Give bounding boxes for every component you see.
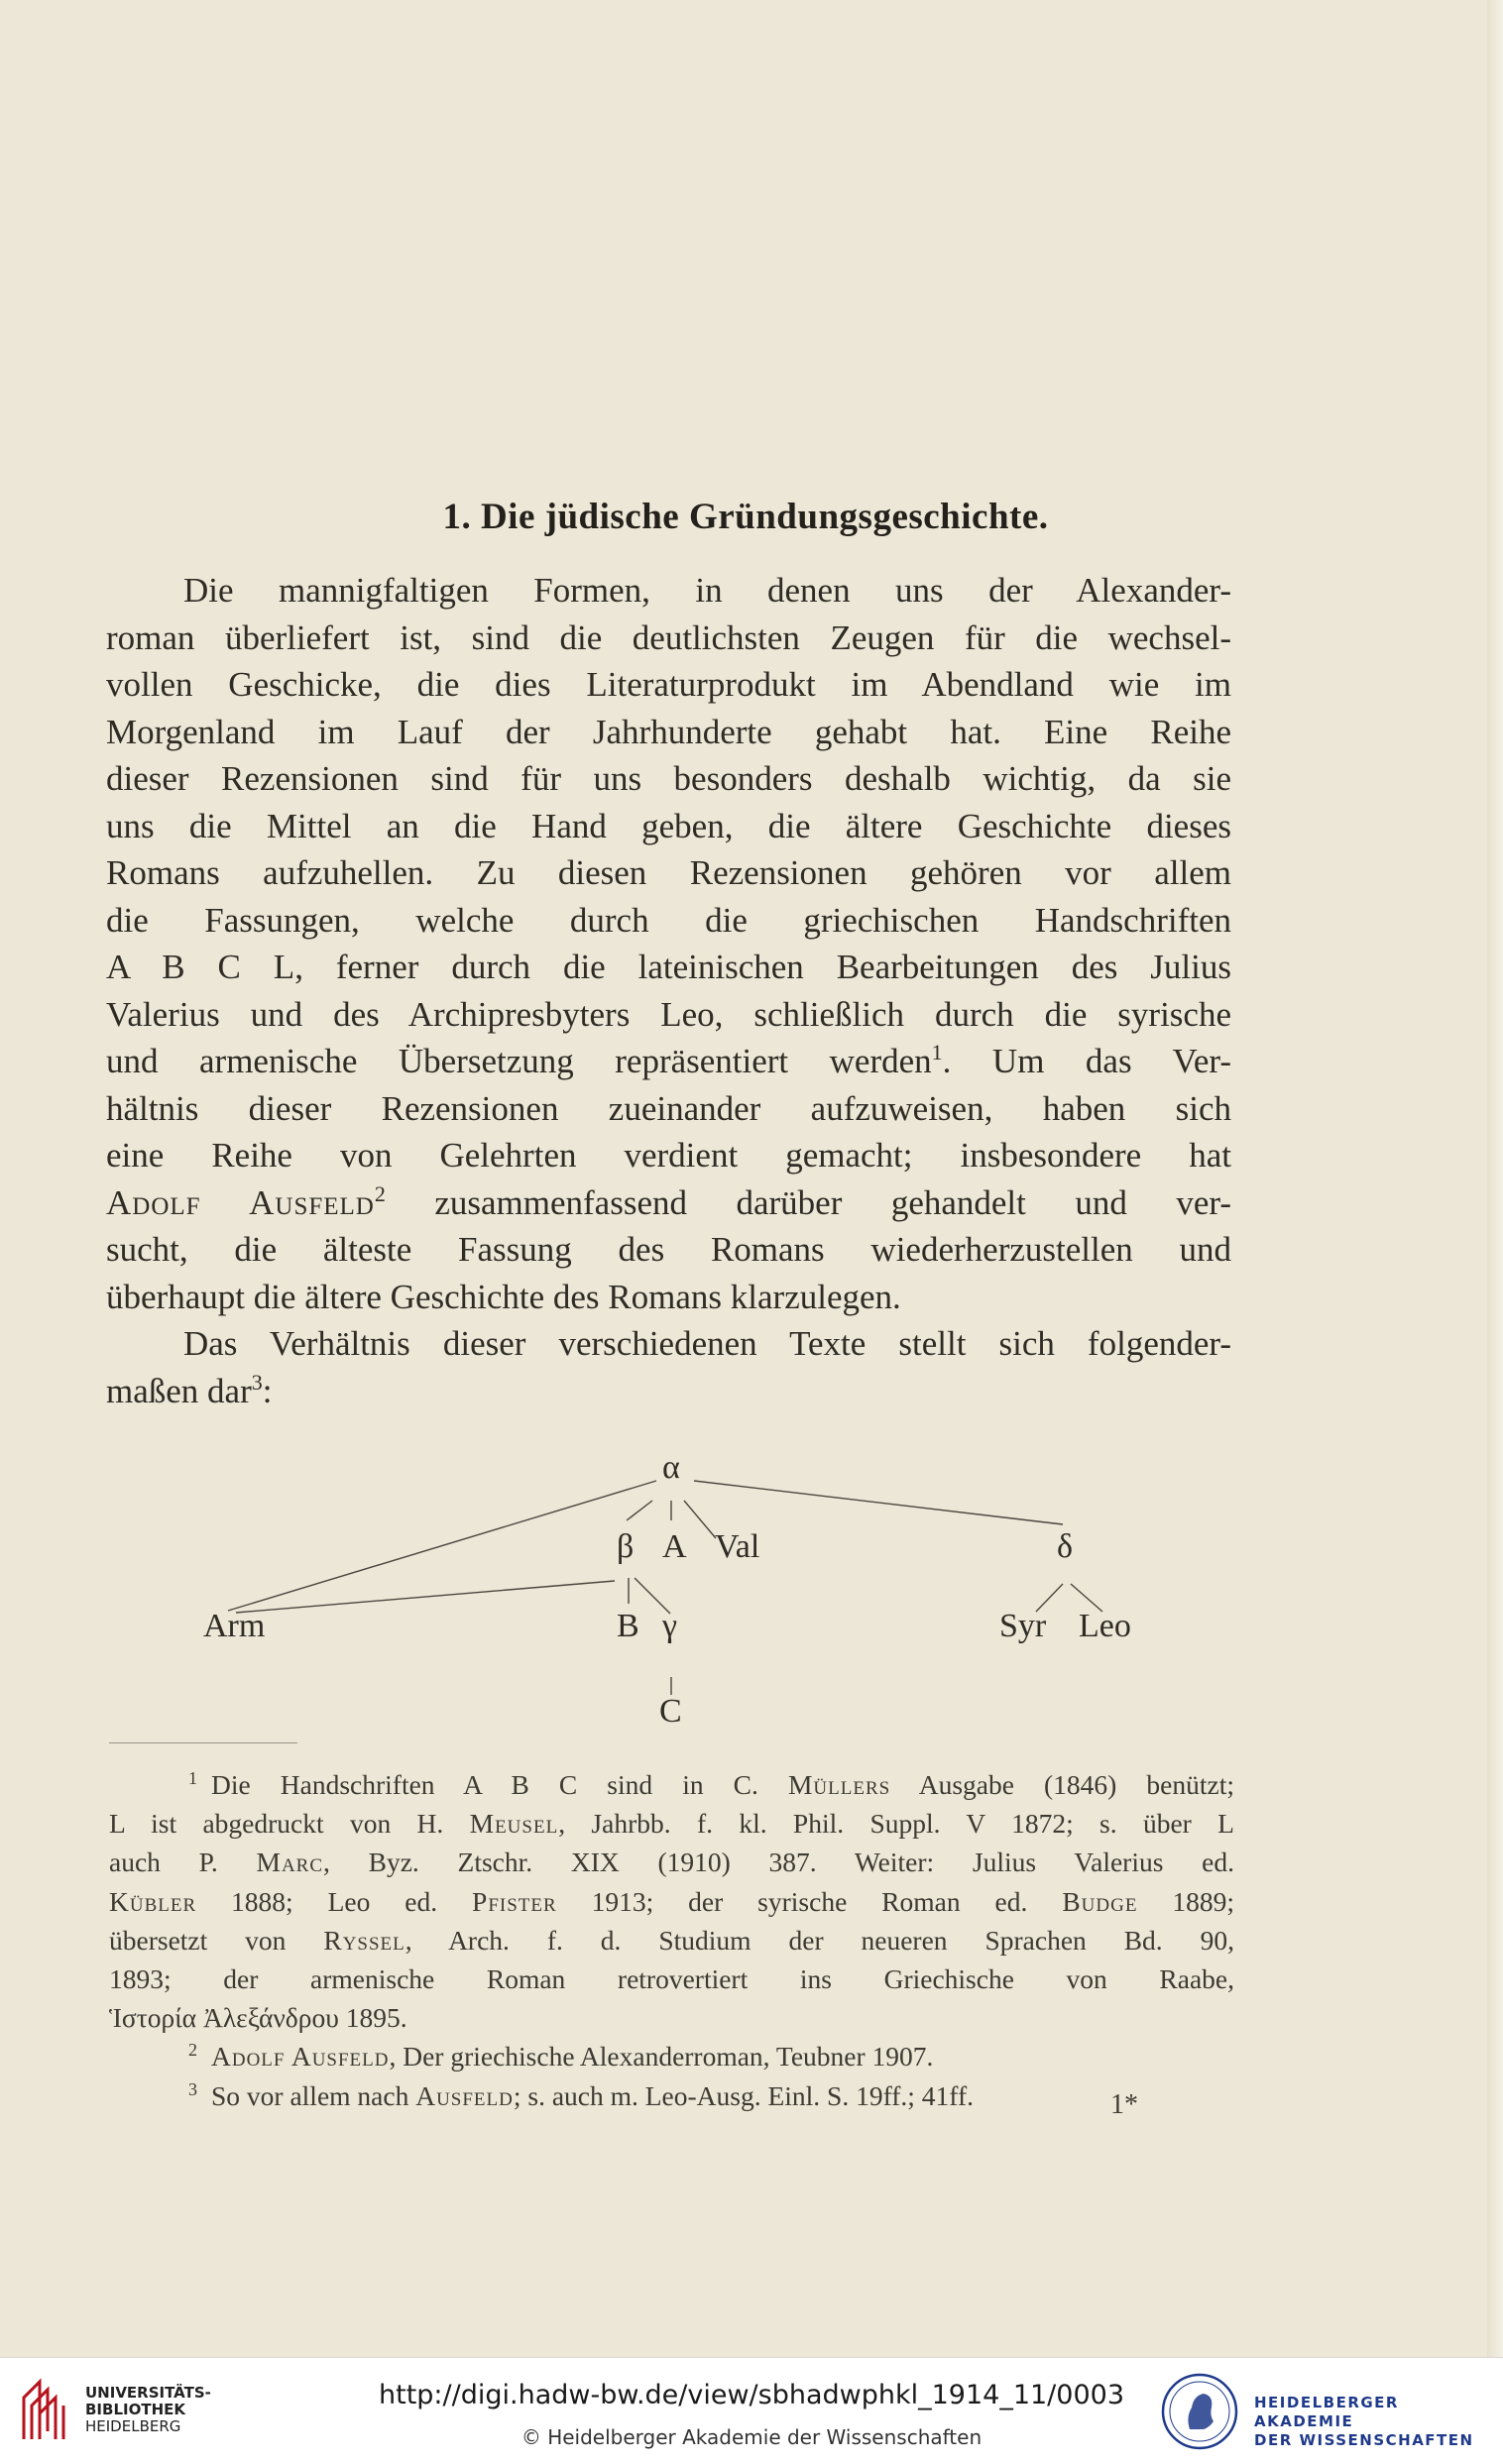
page-url-link[interactable]: http://digi.hadw-bw.de/view/sbhadwphkl_1914_11/0003 xyxy=(379,2380,1124,2410)
stemma-diagram xyxy=(0,1449,1491,1754)
author-name: Pfister xyxy=(472,1885,557,1917)
text-run: L ist abgedruckt von H. xyxy=(109,1808,470,1840)
author-name: Müllers xyxy=(787,1769,891,1800)
hadw-seal-logo[interactable] xyxy=(1160,2372,1239,2451)
footer-bar xyxy=(0,2357,1503,2464)
text-run: sucht, die älteste Fassung des Romans wiederherzustellen und xyxy=(106,1230,1231,1269)
body-line xyxy=(106,1085,1231,1133)
text-run: vollen Geschicke, die dies Literaturprodukt im Abendland wie im xyxy=(106,665,1231,704)
body-line xyxy=(106,1274,1231,1321)
footnote-line xyxy=(109,2076,1234,2115)
node-beta: β xyxy=(617,1528,635,1565)
footnote-marker: 3 xyxy=(188,2078,197,2099)
body-line xyxy=(106,615,1231,662)
body-line xyxy=(106,944,1231,991)
text-run: Das Verhältnis dieser verschiedenen Texte stellt sich folgender- xyxy=(183,1324,1231,1363)
body-line xyxy=(106,991,1231,1039)
ub-heidelberg-name: UNIVERSITÄTS- BIBLIOTHEK HEIDELBERG xyxy=(85,2384,211,2435)
text-run: dieser Rezensionen sind für uns besonders deshalb wichtig, da sie xyxy=(106,759,1231,798)
text-run: , Arch. f. d. Studium der neueren Sprachen Bd. 90, xyxy=(405,1924,1234,1956)
text-run: , Byz. Ztschr. XIX (1910) 387. Weiter: Julius Valerius ed. xyxy=(323,1847,1234,1878)
text-run: Valerius und des Archipresbyters Leo, schließlich durch die syrische xyxy=(106,994,1231,1034)
body-line xyxy=(106,1320,1231,1368)
text-run: A B C L, ferner durch die lateinischen Bearbeitungen des Julius xyxy=(106,948,1231,986)
footnote-marker: 1 xyxy=(931,1040,943,1064)
node-B: B xyxy=(617,1608,639,1644)
line-alpha-beta xyxy=(627,1501,652,1520)
footnote-line xyxy=(109,1960,1234,1998)
text-run: überhaupt die ältere Geschichte des Romans klarzulegen. xyxy=(106,1277,901,1316)
body-line xyxy=(106,1132,1231,1179)
text-run: die Fassungen, welche durch die griechischen Handschriften xyxy=(106,900,1231,940)
body-line xyxy=(106,1226,1231,1274)
footnote-rule xyxy=(109,1742,297,1743)
node-A: A xyxy=(662,1528,687,1565)
node-gamma: γ xyxy=(662,1608,678,1644)
node-alpha: α xyxy=(662,1449,680,1486)
author-name: Adolf Ausfeld xyxy=(211,2041,390,2072)
text-run: uns die Mittel an die Hand geben, die ältere Geschichte dieses xyxy=(106,806,1231,845)
text-run: hältnis dieser Rezensionen zueinander aufzuweisen, haben sich xyxy=(106,1088,1231,1128)
text-run: auch P. xyxy=(109,1847,257,1878)
footnote-line xyxy=(109,1765,1234,1804)
body-line xyxy=(106,1179,1231,1227)
copyright-notice: © Heidelberger Akademie der Wissenschaften xyxy=(520,2425,983,2449)
footnote-line xyxy=(109,2037,1234,2075)
hadw-name: HEIDELBERGER AKADEMIE DER WISSENSCHAFTEN xyxy=(1254,2394,1474,2449)
author-name: Adolf Ausfeld xyxy=(106,1182,375,1222)
text-run: : xyxy=(262,1371,273,1410)
signature-mark: 1* xyxy=(1110,2089,1138,2120)
node-leo: Leo xyxy=(1079,1608,1131,1644)
text-run: Die Handschriften A B C sind in C. xyxy=(211,1769,788,1800)
line-alpha-delta xyxy=(694,1481,1063,1524)
footnote-line xyxy=(109,1804,1234,1843)
text-run: 1913; der syrische Roman ed. xyxy=(556,1885,1063,1917)
section-title: 1. Die jüdische Gründungsgeschichte. xyxy=(442,497,1049,537)
footnote-marker: 1 xyxy=(188,1768,197,1788)
body-line xyxy=(106,567,1231,615)
text-run: . Um das Ver- xyxy=(942,1042,1231,1080)
text-run: So vor allem nach xyxy=(211,2079,416,2111)
text-run: übersetzt von xyxy=(109,1924,324,1956)
text-run: zusammenfassend darüber gehandelt und ver- xyxy=(385,1182,1231,1222)
body-line xyxy=(106,849,1231,897)
line-alpha-arm xyxy=(228,1481,656,1611)
footnote-marker: 2 xyxy=(374,1180,386,1206)
text-run: 1888; Leo ed. xyxy=(196,1885,473,1917)
footnote-marker: 2 xyxy=(188,2040,197,2061)
author-name: Meusel xyxy=(469,1808,559,1840)
line-beta-arm xyxy=(236,1581,615,1613)
node-C: C xyxy=(659,1693,682,1730)
text-run: , Jahrbb. f. kl. Phil. Suppl. V 1872; s. über L xyxy=(558,1808,1234,1840)
node-delta: δ xyxy=(1057,1528,1074,1565)
body-line xyxy=(106,755,1231,803)
body-line xyxy=(106,803,1231,850)
text-run: , Der griechische Alexanderroman, Teubner 1907. xyxy=(389,2041,934,2072)
text-run: roman überliefert ist, sind die deutlichsten Zeugen für die wechsel- xyxy=(106,617,1231,657)
stemma-lines xyxy=(0,1457,1491,1754)
text-run: Ausgabe (1846) benützt; xyxy=(890,1769,1234,1800)
body-line xyxy=(106,1368,1231,1415)
text-run: eine Reihe von Gelehrten verdient gemacht; insbesondere hat xyxy=(106,1136,1231,1175)
node-val: Val xyxy=(715,1528,760,1565)
node-syr: Syr xyxy=(999,1608,1047,1644)
page-edge xyxy=(1487,0,1503,2357)
author-name: Budge xyxy=(1062,1885,1138,1917)
text-run: 1893; der armenische Roman retrovertiert ins Griechische von Raabe, xyxy=(109,1962,1234,1994)
line-alpha-val xyxy=(684,1501,716,1538)
text-run: Die mannigfaltigen Formen, in denen uns der Alexander- xyxy=(183,571,1231,610)
footnotes xyxy=(109,1765,1234,2115)
author-name: Ausfeld xyxy=(415,2079,514,2111)
text-run: Ἱστορία Ἀλεξάνδρου 1895. xyxy=(109,2002,407,2034)
node-arm: Arm xyxy=(203,1608,266,1644)
author-name: Marc xyxy=(256,1847,324,1878)
body-line xyxy=(106,661,1231,709)
footnote-line xyxy=(109,1921,1234,1960)
body-line xyxy=(106,709,1231,756)
text-run: ; s. auch m. Leo-Ausg. Einl. S. 19ff.; 41ff. xyxy=(513,2079,975,2111)
body-line xyxy=(106,1038,1231,1085)
text-run: und armenische Übersetzung repräsentiert werden xyxy=(106,1042,932,1080)
text-run: Morgenland im Lauf der Jahrhunderte gehabt hat. Eine Reihe xyxy=(106,712,1231,751)
author-name: Ryssel xyxy=(323,1924,405,1956)
footnote-line xyxy=(109,1843,1234,1881)
text-run: 1889; xyxy=(1137,1885,1234,1917)
footnote-marker: 3 xyxy=(251,1369,263,1395)
footnote-line xyxy=(109,1998,1234,2037)
text-run: maßen dar xyxy=(106,1371,252,1410)
author-name: Kübler xyxy=(109,1885,197,1917)
footnote-line xyxy=(109,1882,1234,1921)
body-line xyxy=(106,897,1231,945)
body-text xyxy=(106,567,1231,1414)
text-run: Romans aufzuhellen. Zu diesen Rezensionen gehören vor allem xyxy=(106,853,1231,892)
